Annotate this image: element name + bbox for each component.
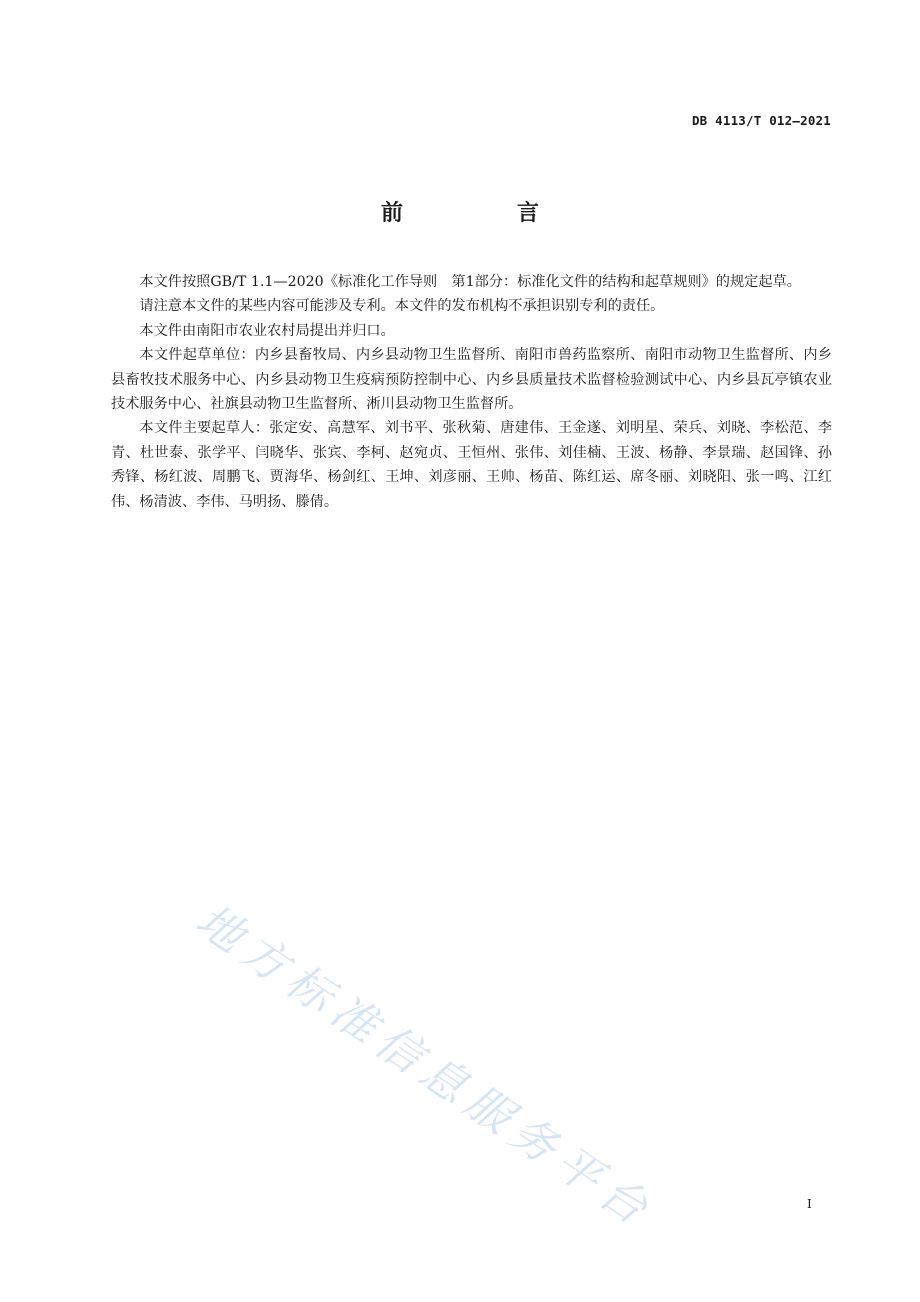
paragraph-patent-notice: 请注意本文件的某些内容可能涉及专利。本文件的发布机构不承担识别专利的责任。 [139,298,665,315]
document-code: DB 4113/T 012—2021 [691,113,831,128]
watermark: 地方标准信息服务平台 [186,893,665,1240]
paragraph-drafters: 本文件主要起草人：张定安、高慧军、刘书平、张秋菊、唐建伟、王金遂、刘明星、荣兵、刘晓、李松范、李青、杜世泰、张学平、闫晓华、张宾、李柯、赵宛贞、王恒州、张伟、刘佳楠、王波、杨静、李景瑞、赵国锋、孙秀锋、杨红波、周鹏飞、贾海华、杨剑红、王坤、刘彦丽、王帅、杨苗、陈红运、席冬丽、刘晓阳、张一鸣、江红伟、杨清波、李伟、马明扬、滕倩。 [111,420,832,510]
preface-body [111,270,832,514]
paragraph-drafting-rules: 本文件按照GB/T 1.1—2020《标准化工作导则 第1部分：标准化文件的结构和起草规则》的规定起草。 [139,274,801,290]
page-number: I [807,1197,812,1211]
page-title: 前 言 [380,201,585,226]
paragraph-drafting-units: 本文件起草单位：内乡县畜牧局、内乡县动物卫生监督所、南阳市兽药监察所、南阳市动物卫生监督所、内乡县畜牧技术服务中心、内乡县动物卫生疫病预防控制中心、内乡县质量技术监督检验测试中心、内乡县瓦亭镇农业技术服务中心、社旗县动物卫生监督所、淅川县动物卫生监督所。 [111,347,832,413]
paragraph-proposer: 本文件由南阳市农业农村局提出并归口。 [139,322,395,339]
